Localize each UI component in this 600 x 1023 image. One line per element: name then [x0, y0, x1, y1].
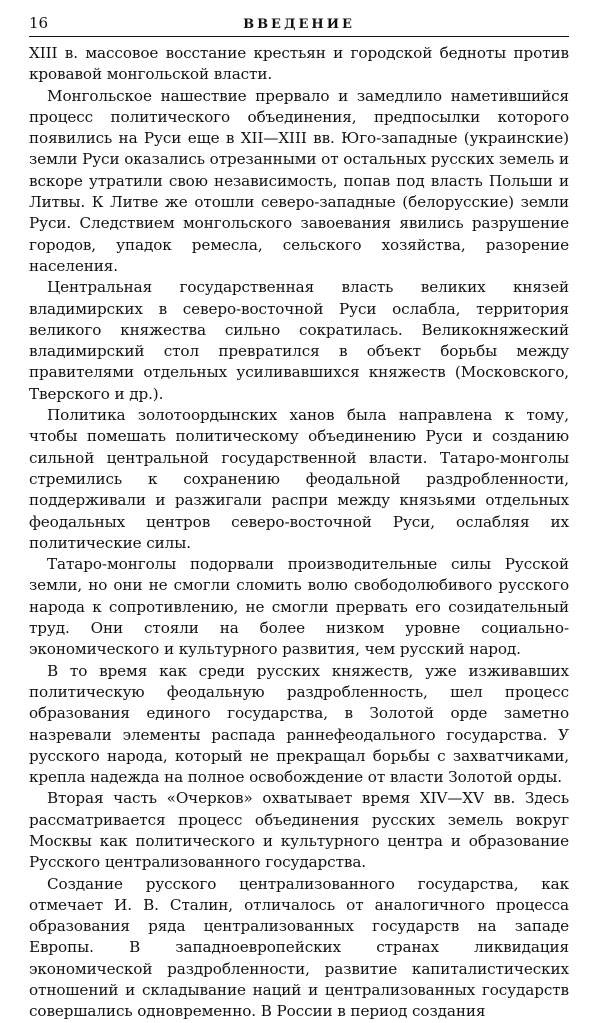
- paragraph-4: Политика золотоордынских ханов была направлена к тому, чтобы помешать политическому объединению Руси и созданию сильной центральной государственной власти. Татаро-монголы стремились к сохранению феодальной раздробленности, поддерживали и разжигали распри между князьями отдельных феодальных центров северо-восточной Руси, ослабляя их политические силы.: [29, 406, 569, 552]
- paragraph-2: Монгольское нашествие прервало и замедлило наметившийся процесс политического объединения, предпосылки которого появились на Руси еще в XII—XIII вв. Юго-западные (украинские) земли Руси оказались отрезанными от остальных русских земель и вскоре утратили свою независимость, попав под власть Польши и Литвы. К Литве же отошли северо-западные (белорусские) земли Руси. Следствием монгольского завоевания явились разрушение городов, упадок ремесла, сельского хозяйства, разорение населения.: [29, 86, 569, 275]
- paragraph-7: Вторая часть «Очерков» охватывает время XIV—XV вв. Здесь рассматривается процесс объединения русских земель вокруг Москвы как политического и культурного центра и образование Русского централизованного государства.: [29, 789, 569, 872]
- running-title: ВВЕДЕНИЕ: [243, 17, 355, 32]
- page-header: [29, 14, 569, 37]
- paragraph-1: XIII в. массовое восстание крестьян и городской бедноты против кровавой монгольской власти.: [29, 44, 569, 84]
- body-text: [29, 43, 569, 1023]
- paragraph-8: Создание русского централизованного государства, как отмечает И. В. Сталин, отличалось от аналогичного процесса образования ряда централизованных государств на западе Европы. В западноевропейских странах ликвидация экономической раздробленности, развитие капиталистических отношений и складывание наций и централизованных государств совершались одновременно. В России в период создания: [29, 874, 569, 1021]
- page-number: 16: [29, 14, 49, 32]
- paragraph-3: Центральная государственная власть великих князей владимирских в северо-восточной Руси ослабла, территория великого княжества сильно сократилась. Великокняжеский владимирский стол превратился в объект борьбы между правителями отдельных усиливавшихся княжеств (Московского, Тверского и др.).: [29, 278, 569, 403]
- book-page: [29, 14, 569, 1023]
- paragraph-5: Татаро-монголы подорвали производительные силы Русской земли, но они не смогли сломить волю свободолюбивого русского народа к сопротивлению, не смогли прервать его созидательный труд. Они стояли на более низком уровне социально-экономического и культурного развития, чем русский народ.: [29, 555, 569, 659]
- paragraph-6: В то время как среди русских княжеств, уже изживавших политическую феодальную раздробленность, шел процесс образования единого государства, в Золотой орде заметно назревали элементы распада раннефеодального государства. У русского народа, который не прекращал борьбы с захватчиками, крепла надежда на полное освобождение от власти Золотой орды.: [29, 661, 569, 787]
